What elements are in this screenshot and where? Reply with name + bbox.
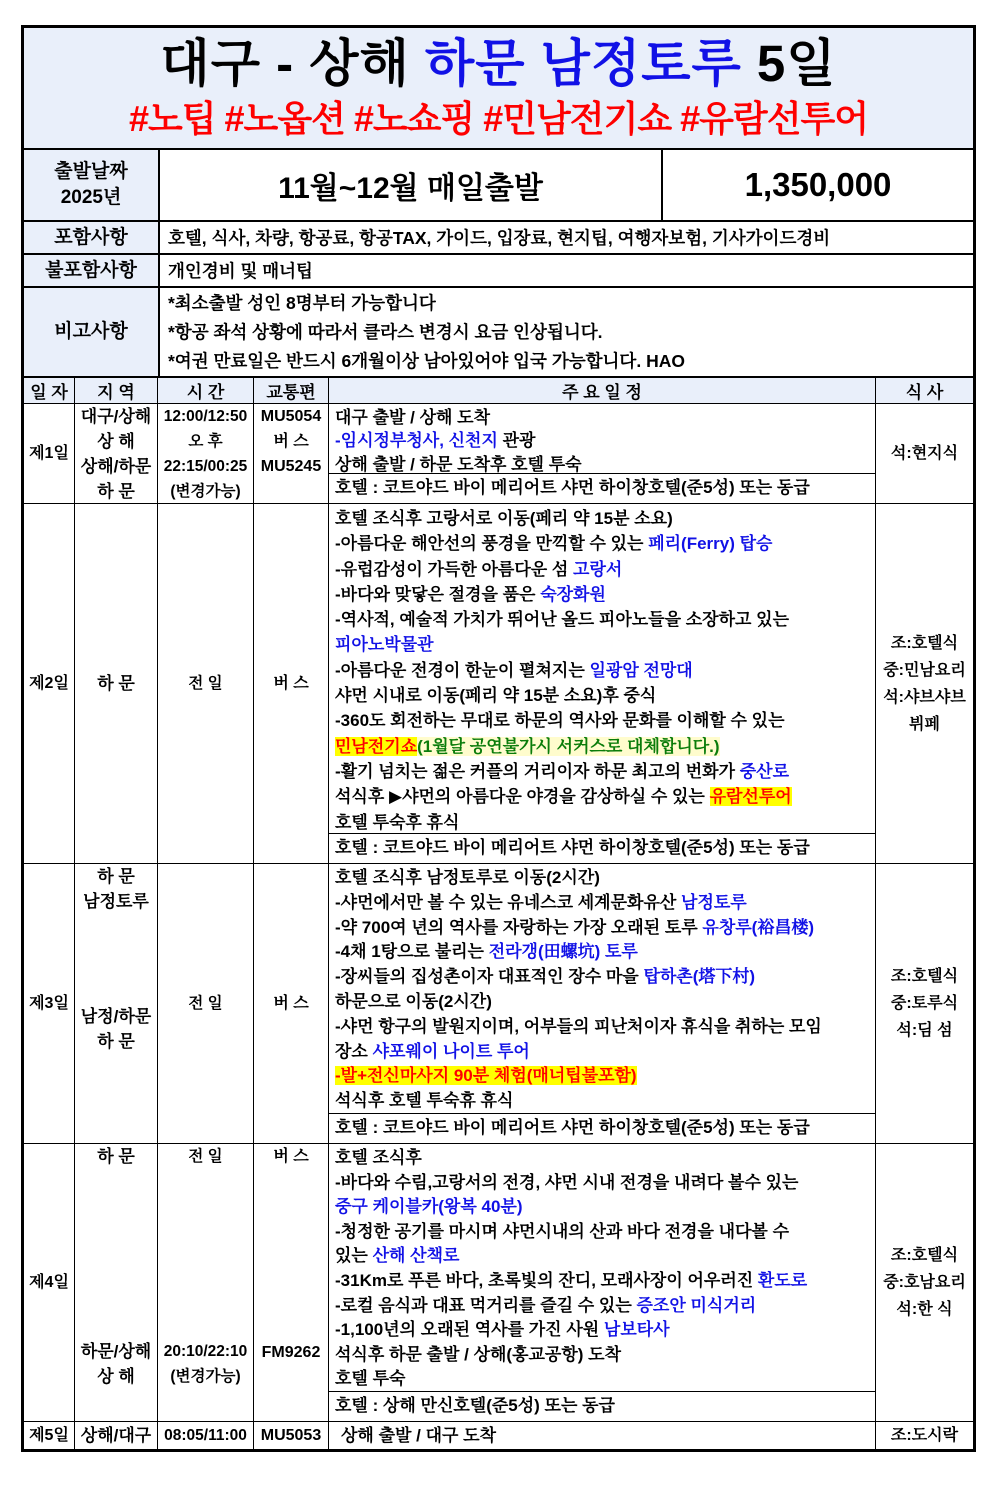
itinerary-header-cell: 교통편 <box>254 378 329 403</box>
page-title-segment: 대구 - 상해 <box>160 35 425 92</box>
schedule-line <box>335 582 875 607</box>
cell-line: 12:00/12:50 <box>163 408 248 425</box>
cell-text-block <box>75 671 157 696</box>
schedule-text-segment: -4채 1탕으로 불리는 <box>335 942 489 962</box>
time-cell <box>158 1144 254 1421</box>
cell-text-block <box>24 1270 74 1295</box>
schedule-line <box>335 1064 875 1089</box>
schedule-line <box>335 1015 875 1040</box>
schedule-text-segment: 중산로 <box>739 761 790 781</box>
schedule-text-segment: 샤먼 시내로 이동(페리 약 15분 소요)후 중식 <box>335 686 657 706</box>
day-number-cell <box>24 1422 75 1449</box>
schedule-text-segment: 호텔 조식후 남정토루로 이동(2시간) <box>335 868 600 887</box>
schedule-text-segment: -유럽감성이 가득한 아름다운 섬 <box>335 559 574 579</box>
cell-text-block <box>24 671 74 696</box>
cell-text-block <box>75 1423 157 1448</box>
schedule-line <box>335 531 875 556</box>
cell-line: 대구/상해 <box>80 407 152 426</box>
cell-line: 제2일 <box>29 675 69 692</box>
schedule-line <box>335 453 875 473</box>
title-block <box>24 28 973 150</box>
meal-line: 석:샤브샤브 <box>883 688 966 706</box>
schedule-line <box>335 683 875 708</box>
schedule-line <box>335 406 875 429</box>
schedule-text-segment: -1,100년의 오래된 역사를 가진 사원 <box>335 1320 604 1340</box>
meal-line: 석:딤 섬 <box>896 1022 953 1039</box>
schedule-line <box>335 708 875 733</box>
schedule-line <box>335 1294 875 1319</box>
cell-text-block <box>158 1423 253 1448</box>
schedule-text-segment: 고랑서 <box>573 559 623 579</box>
cell-line: 22:15/00:25 <box>163 458 248 475</box>
hotel-line: 호텔 : 코트야드 바이 메리어트 샤먼 하이창호텔(준5성) 또는 동급 <box>329 1113 875 1143</box>
cell-text-block <box>75 1339 157 1389</box>
schedule-line <box>335 1089 875 1113</box>
schedule-text-segment: 페리(Ferry) 탑승 <box>648 534 773 554</box>
itinerary-header-row <box>24 378 973 404</box>
remark-line: *최소출발 성인 8명부터 가능합니다 <box>168 292 436 313</box>
schedule-line <box>335 866 875 891</box>
schedule-cell <box>329 504 876 863</box>
schedule-text-segment: -31Km로 푸른 바다, 초록빛의 잔디, 모래사장이 어우러진 <box>335 1270 758 1290</box>
cell-line: 제4일 <box>29 1274 69 1291</box>
schedule-text-segment: -청정한 공기를 마시며 샤먼시내의 산과 바다 전경을 내다볼 수 <box>335 1221 789 1241</box>
schedule-text-segment: 일광암 전망대 <box>589 660 693 680</box>
page-title-segment: 하문 남정토루 <box>424 35 742 92</box>
meal-line: 석:현지식 <box>890 445 959 462</box>
region-cell <box>75 1422 158 1449</box>
excluded-label: 불포함사항 <box>24 255 160 286</box>
itinerary-body <box>24 404 973 1449</box>
cell-line: (변경가능) <box>170 1368 241 1385</box>
schedule-text-segment: 샤포웨이 나이트 투어 <box>372 1041 530 1061</box>
schedule-text-segment: -약 700여 년의 역사를 자랑하는 가장 오래된 토루 <box>335 917 703 937</box>
cell-text-block <box>75 404 157 503</box>
hotel-line: 호텔 : 코트야드 바이 메리어트 샤먼 하이창호텔(준5성) 또는 동급 <box>329 473 875 503</box>
schedule-line <box>335 1343 875 1368</box>
cell-line: 08:05/11:00 <box>164 1427 247 1444</box>
cell-line: 남정/하문 <box>80 1006 152 1026</box>
cell-text-block <box>254 671 328 696</box>
schedule-line <box>335 891 875 916</box>
remarks-lines <box>160 288 973 376</box>
cell-line: (변경가능) <box>170 483 241 500</box>
meal-line: 조:호텔식 <box>890 1247 959 1264</box>
day-row <box>24 1144 973 1422</box>
cell-line: 제1일 <box>29 445 69 462</box>
remark-line: *여권 만료일은 반드시 6개월이상 남아있어야 입국 가능합니다. HAO <box>168 350 685 371</box>
schedule-content <box>329 504 875 833</box>
schedule-text-segment: 전라갱(田螺坑) 토루 <box>488 942 638 962</box>
schedule-text-segment: 호텔 투숙 <box>335 1369 406 1389</box>
schedule-text-segment: (1월달 공연불가시 서커스로 대체합니다.) <box>417 736 720 756</box>
cell-line: 버 스 <box>273 675 309 692</box>
schedule-line <box>335 632 875 657</box>
schedule-text-segment: -바다와 맞닿은 절경을 품은 <box>335 584 541 604</box>
cell-text-block <box>24 991 74 1016</box>
schedule-text-segment: 상해 출발 / 하문 도착후 호텔 투숙 <box>335 454 582 473</box>
schedule-content <box>329 1144 875 1391</box>
departure-date-label <box>24 150 160 220</box>
meal-line: 중:민남요리 <box>883 661 966 679</box>
meal-line: 조:호텔식 <box>890 634 959 652</box>
cell-line: 전 일 <box>188 1148 223 1165</box>
schedule-text-segment: 상해 출발 / 대구 도착 <box>341 1426 496 1445</box>
schedule-line <box>335 1220 875 1245</box>
cell-line: 하 문 <box>97 674 135 693</box>
schedule-line <box>335 1195 875 1220</box>
schedule-line <box>335 940 875 965</box>
cell-line: 오 후 <box>188 433 223 450</box>
cell-line: 버 스 <box>273 995 309 1012</box>
day-row <box>24 404 973 504</box>
time-cell <box>158 1422 254 1449</box>
schedule-line <box>335 1146 875 1171</box>
remark-line: *항공 좌석 상황에 따라서 클라스 변경시 요금 인상됩니다. <box>168 321 603 342</box>
cell-text-block <box>254 991 328 1016</box>
hotel-line: 호텔 : 상해 만신호텔(준5성) 또는 동급 <box>329 1391 875 1421</box>
day-number-cell <box>24 864 75 1143</box>
schedule-text-segment: 장소 <box>335 1041 373 1061</box>
price-value: 1,350,000 <box>661 150 973 220</box>
schedule-cell <box>329 1144 876 1421</box>
cell-line: 하 문 <box>97 482 135 501</box>
excluded-row <box>24 255 973 288</box>
schedule-line <box>335 506 875 531</box>
schedule-text-segment: -로컬 음식과 대표 먹거리를 즐길 수 있는 <box>335 1295 637 1315</box>
transport-cell <box>254 1144 329 1421</box>
schedule-text-segment: 피아노박물관 <box>335 635 434 655</box>
cell-line: 남정토루 <box>83 892 149 911</box>
schedule-text-segment: 하문으로 이동(2시간) <box>335 991 492 1011</box>
cell-text-block <box>254 1340 328 1365</box>
schedule-text-segment: -아름다운 해안선의 풍경을 만끽할 수 있는 <box>335 534 649 554</box>
schedule-text-segment: 석식후 호텔 투숙휴 휴식 <box>335 1091 514 1111</box>
schedule-cell <box>329 404 876 503</box>
schedule-text-segment: -아름다운 전경이 한눈이 펼쳐지는 <box>335 660 590 680</box>
cell-text-block <box>158 404 253 503</box>
transport-cell <box>254 504 329 863</box>
meal-line: 뷔페 <box>909 715 940 733</box>
cell-line: MU5245 <box>260 458 322 475</box>
cell-line: 전 일 <box>188 675 223 692</box>
schedule-text-segment: 민남전기쇼 <box>335 736 418 756</box>
schedule-line <box>335 810 875 833</box>
cell-line: 전 일 <box>188 995 223 1012</box>
region-cell <box>75 1144 158 1421</box>
schedule-line <box>335 1269 875 1294</box>
remarks-row <box>24 288 973 378</box>
schedule-line <box>335 734 875 759</box>
cell-text-block <box>24 441 74 466</box>
included-value: 호텔, 식사, 차량, 항공료, 항공TAX, 가이드, 입장료, 현지팁, 여행자보험, 기사가이드경비 <box>168 228 831 248</box>
included-label: 포함사항 <box>24 222 160 253</box>
schedule-text-segment: 관광 <box>497 431 536 451</box>
schedule-text-segment: 숙장화원 <box>540 584 606 604</box>
schedule-line <box>335 965 875 990</box>
meal-line: 석:한 식 <box>896 1301 953 1318</box>
cell-line: 제5일 <box>29 1427 69 1444</box>
departure-date-label-line1: 출발날짜 <box>54 161 128 182</box>
schedule-text-segment: 중구 케이블카(왕복 40분) <box>335 1197 523 1217</box>
excluded-value: 개인경비 및 매너팁 <box>168 261 313 281</box>
cell-line: 버 스 <box>273 433 309 450</box>
meal-line: 중:토루식 <box>890 995 959 1012</box>
cell-text-block <box>24 1423 74 1448</box>
cell-text-block <box>158 1144 253 1169</box>
schedule-text-segment: 유창루(裕昌楼) <box>702 917 814 937</box>
region-cell <box>75 504 158 863</box>
cell-text-block <box>75 1004 157 1054</box>
schedule-line <box>335 784 875 809</box>
itinerary-header-cell: 주 요 일 정 <box>329 378 876 403</box>
hotel-line: 호텔 : 코트야드 바이 메리어트 샤먼 하이창호텔(준5성) 또는 동급 <box>329 833 875 863</box>
schedule-text-segment: 산해 산책로 <box>372 1246 460 1266</box>
schedule-text-segment: -활기 넘치는 젊은 커플의 거리이자 하문 최고의 번화가 <box>335 761 740 781</box>
region-cell <box>75 404 158 503</box>
day-row <box>24 1422 973 1449</box>
schedule-text-segment: -장씨들의 집성촌이자 대표적인 장수 마을 <box>335 967 644 987</box>
transport-cell <box>254 404 329 503</box>
cell-line: 상 해 <box>97 1367 135 1386</box>
day-number-cell <box>24 504 75 863</box>
region-cell <box>75 864 158 1143</box>
cell-line: 20:10/22:10 <box>163 1343 248 1360</box>
transport-cell <box>254 864 329 1143</box>
schedule-line <box>335 658 875 683</box>
departure-row <box>24 150 973 222</box>
itinerary-header-cell: 일 자 <box>24 378 75 403</box>
cell-text-block <box>158 1339 253 1389</box>
schedule-text-segment: -역사적, 예술적 가치가 뛰어난 올드 피아노들을 소장하고 있는 <box>335 610 789 630</box>
schedule-line <box>335 1424 875 1447</box>
schedule-line <box>335 916 875 941</box>
itinerary-header-cell: 지 역 <box>75 378 158 403</box>
included-row <box>24 222 973 255</box>
day-row <box>24 864 973 1144</box>
cell-text-block <box>254 1423 328 1448</box>
transport-cell <box>254 1422 329 1449</box>
schedule-text-segment: 남보타사 <box>603 1320 670 1340</box>
cell-text-block <box>254 404 328 479</box>
schedule-text-segment: -360도 회전하는 무대로 하문의 역사와 문화를 이해할 수 있는 <box>335 711 785 731</box>
cell-line: 상 해 <box>97 432 135 451</box>
schedule-text-segment: 대구 출발 / 상해 도착 <box>335 408 490 427</box>
tour-document <box>21 25 976 1452</box>
day-number-cell <box>24 1144 75 1421</box>
departure-date-label-line2: 2025년 <box>60 187 122 208</box>
schedule-line <box>335 1171 875 1196</box>
cell-line: 상해/하문 <box>80 457 152 476</box>
schedule-text-segment: 석식후 ▶샤먼의 아름다운 야경을 감상하실 수 있는 <box>335 787 710 807</box>
schedule-text-segment: -발+전신마사지 90분 체험(매너팁불포함) <box>335 1066 637 1086</box>
meals-cell <box>876 1422 973 1449</box>
cell-line: 상해/대구 <box>80 1426 152 1445</box>
time-cell <box>158 404 254 503</box>
schedule-text-segment: -임시정부청사, 신천지 <box>335 431 498 451</box>
schedule-text-segment: -샤먼 항구의 발원지이며, 어부들의 피난처이자 휴식을 취하는 모임 <box>335 1016 822 1036</box>
schedule-text-segment: 호텔 조식후 고랑서로 이동(페리 약 15분 소요) <box>335 509 673 528</box>
day-number-cell <box>24 404 75 503</box>
cell-line: 하 문 <box>97 867 135 886</box>
schedule-text-segment: 탑하촌(塔下村) <box>643 967 756 987</box>
page-title <box>160 33 836 95</box>
cell-line: 하 문 <box>97 1147 135 1166</box>
page-title-segment: 5일 <box>741 35 837 92</box>
schedule-content <box>329 864 875 1113</box>
time-cell <box>158 864 254 1143</box>
schedule-text-segment: 석식후 하문 출발 / 상해(홍교공항) 도착 <box>335 1344 621 1364</box>
schedule-text-segment: 호텔 조식후 <box>335 1148 422 1167</box>
remarks-label: 비고사항 <box>24 288 160 376</box>
schedule-line <box>335 1367 875 1391</box>
cell-line: MU5054 <box>260 408 322 425</box>
schedule-cell <box>329 864 876 1143</box>
schedule-line <box>335 990 875 1015</box>
cell-text-block <box>158 671 253 696</box>
cell-line: 제3일 <box>29 995 69 1012</box>
schedule-content <box>329 1422 875 1449</box>
schedule-cell <box>329 1422 876 1449</box>
cell-text-block <box>158 991 253 1016</box>
schedule-line <box>335 557 875 582</box>
cell-line: 하문/상해 <box>80 1342 152 1361</box>
cell-text-block <box>75 1144 157 1169</box>
cell-text-block <box>254 1144 328 1169</box>
meals-cell <box>876 504 973 863</box>
meals-cell <box>876 864 973 1143</box>
schedule-text-segment: -바다와 수림,고랑서의 전경, 샤먼 시내 전경을 내려다 볼수 있는 <box>335 1172 799 1192</box>
page-subtitle: #노팁 #노옵션 #노쇼핑 #민남전기쇼 #유람선투어 <box>128 98 869 139</box>
schedule-line <box>335 759 875 784</box>
meal-line: 조:도시락 <box>890 1427 959 1444</box>
cell-text-block <box>75 864 157 914</box>
itinerary-header-cell: 시 간 <box>158 378 254 403</box>
schedule-text-segment: 환도로 <box>757 1270 808 1290</box>
cell-line: MU5053 <box>260 1427 322 1444</box>
meal-line: 조:호텔식 <box>890 968 959 985</box>
schedule-text-segment: 남정토루 <box>681 892 747 912</box>
departure-schedule-value: 11월~12월 매일출발 <box>278 172 543 205</box>
cell-line: FM9262 <box>261 1344 321 1361</box>
schedule-text-segment: 유람선투어 <box>709 787 792 807</box>
day-row <box>24 504 973 864</box>
schedule-content <box>329 404 875 473</box>
itinerary-header-cell: 식 사 <box>905 383 944 402</box>
schedule-text-segment: 증조안 미식거리 <box>636 1295 757 1315</box>
schedule-line <box>335 429 875 452</box>
schedule-text-segment: 있는 <box>335 1246 373 1266</box>
schedule-text-segment: -샤먼에서만 볼 수 있는 유네스코 세계문화유산 <box>335 892 682 912</box>
schedule-line <box>335 1040 875 1065</box>
schedule-line <box>335 1318 875 1343</box>
schedule-line <box>335 1244 875 1269</box>
schedule-line <box>335 607 875 632</box>
meal-line: 중:호남요리 <box>883 1274 966 1291</box>
schedule-text-segment: 호텔 투숙후 휴식 <box>335 812 460 832</box>
cell-line: 버 스 <box>273 1148 309 1165</box>
meals-cell <box>876 404 973 503</box>
cell-line: 하 문 <box>97 1031 135 1051</box>
time-cell <box>158 504 254 863</box>
meals-cell <box>876 1144 973 1421</box>
